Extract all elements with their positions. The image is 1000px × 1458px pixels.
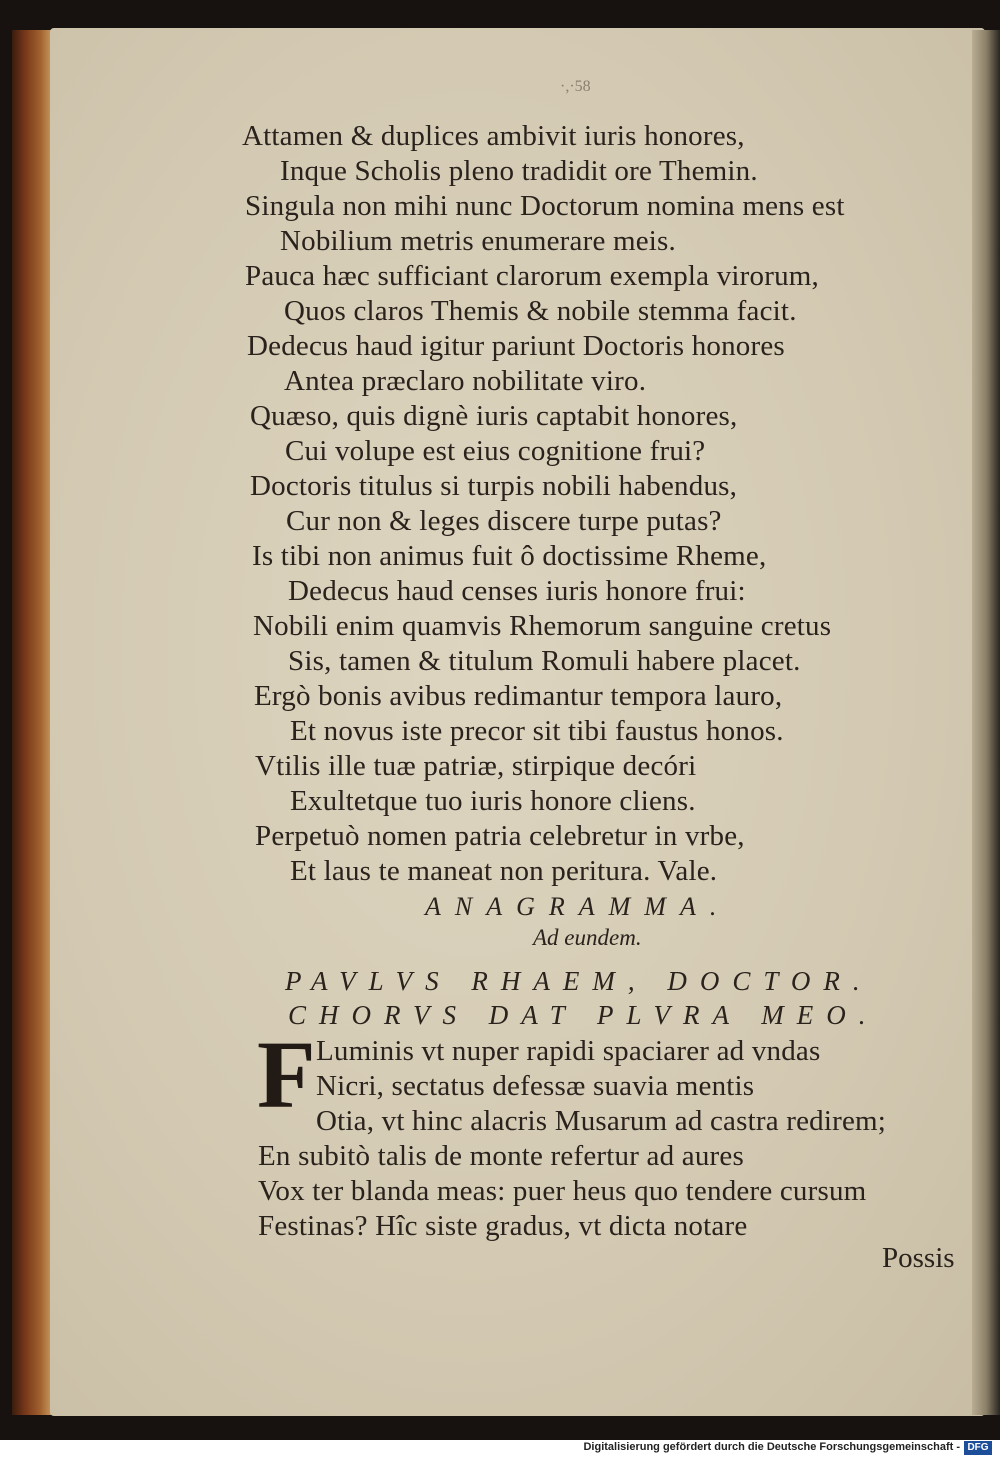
anagram-line-1: PAVLVS RHAEM, DOCTOR. xyxy=(285,966,873,996)
poem-line: Inque Scholis pleno tradidit ore Themin. xyxy=(280,155,758,187)
poem-line: Otia, vt hinc alacris Musarum ad castra redirem; xyxy=(316,1105,887,1137)
poem-line: Cui volupe est eius cognitione frui? xyxy=(285,435,706,467)
poem-line: Festinas? Hîc siste gradus, vt dicta notare xyxy=(258,1210,748,1242)
poem-line: Singula non mihi nunc Doctorum nomina mens est xyxy=(245,190,845,222)
book-spine-edge xyxy=(12,30,52,1415)
page-mark: ·,·58 xyxy=(560,78,591,95)
poem-line: Dedecus haud igitur pariunt Doctoris honores xyxy=(247,330,785,362)
poem-line: Is tibi non animus fuit ô doctissime Rheme, xyxy=(252,540,767,572)
poem-line: Quæso, quis dignè iuris captabit honores, xyxy=(250,400,738,432)
poem-line: Quos claros Themis & nobile stemma facit. xyxy=(284,295,797,327)
poem-line: Sis, tamen & titulum Romuli habere placet. xyxy=(288,645,801,677)
poem-line: Doctoris titulus si turpis nobili habendus, xyxy=(250,470,738,502)
dfg-logo-icon: DFG xyxy=(964,1441,992,1455)
poem-line: Vtilis ille tuæ patriæ, stirpique decóri xyxy=(255,750,697,782)
poem-line: Et laus te maneat non peritura. Vale. xyxy=(290,855,718,887)
poem-line: Antea præclaro nobilitate viro. xyxy=(284,365,647,397)
anagram-heading: ANAGRAMMA. xyxy=(425,892,731,921)
poem-line: Ergò bonis avibus redimantur tempora lauro, xyxy=(254,680,783,712)
poem-line: Nicri, sectatus defessæ suavia mentis xyxy=(316,1070,755,1102)
poem-line: Exultetque tuo iuris honore cliens. xyxy=(290,785,696,817)
poem-line: Cur non & leges discere turpe putas? xyxy=(286,505,722,537)
poem-line: En subitò talis de monte refertur ad aures xyxy=(258,1140,744,1172)
poem-line: Pauca hæc sufficiant clarorum exempla virorum, xyxy=(245,260,819,292)
funding-credit: Digitalisierung gefördert durch die Deutsche Forschungsgemeinschaft - xyxy=(583,1441,960,1453)
anagram-line-2: CHORVS DAT PLVRA MEO. xyxy=(288,1000,879,1030)
next-page-edge xyxy=(972,30,1000,1415)
poem-line: Et novus iste precor sit tibi faustus honos. xyxy=(290,715,784,747)
poem-line: Perpetuò nomen patria celebretur in vrbe, xyxy=(255,820,745,852)
poem-line: Dedecus haud censes iuris honore frui: xyxy=(288,575,746,607)
poem-line: Nobili enim quamvis Rhemorum sanguine cretus xyxy=(253,610,832,642)
drop-cap: F xyxy=(257,1021,316,1128)
catchword: Possis xyxy=(882,1242,955,1274)
poem-line: Luminis vt nuper rapidi spaciarer ad vndas xyxy=(316,1035,821,1067)
poem-line: Vox ter blanda meas: puer heus quo tendere cursum xyxy=(258,1175,867,1207)
anagram-subtitle: Ad eundem. xyxy=(533,925,642,950)
poem-line: Attamen & duplices ambivit iuris honores, xyxy=(242,120,745,152)
poem-line: Nobilium metris enumerare meis. xyxy=(280,225,676,257)
